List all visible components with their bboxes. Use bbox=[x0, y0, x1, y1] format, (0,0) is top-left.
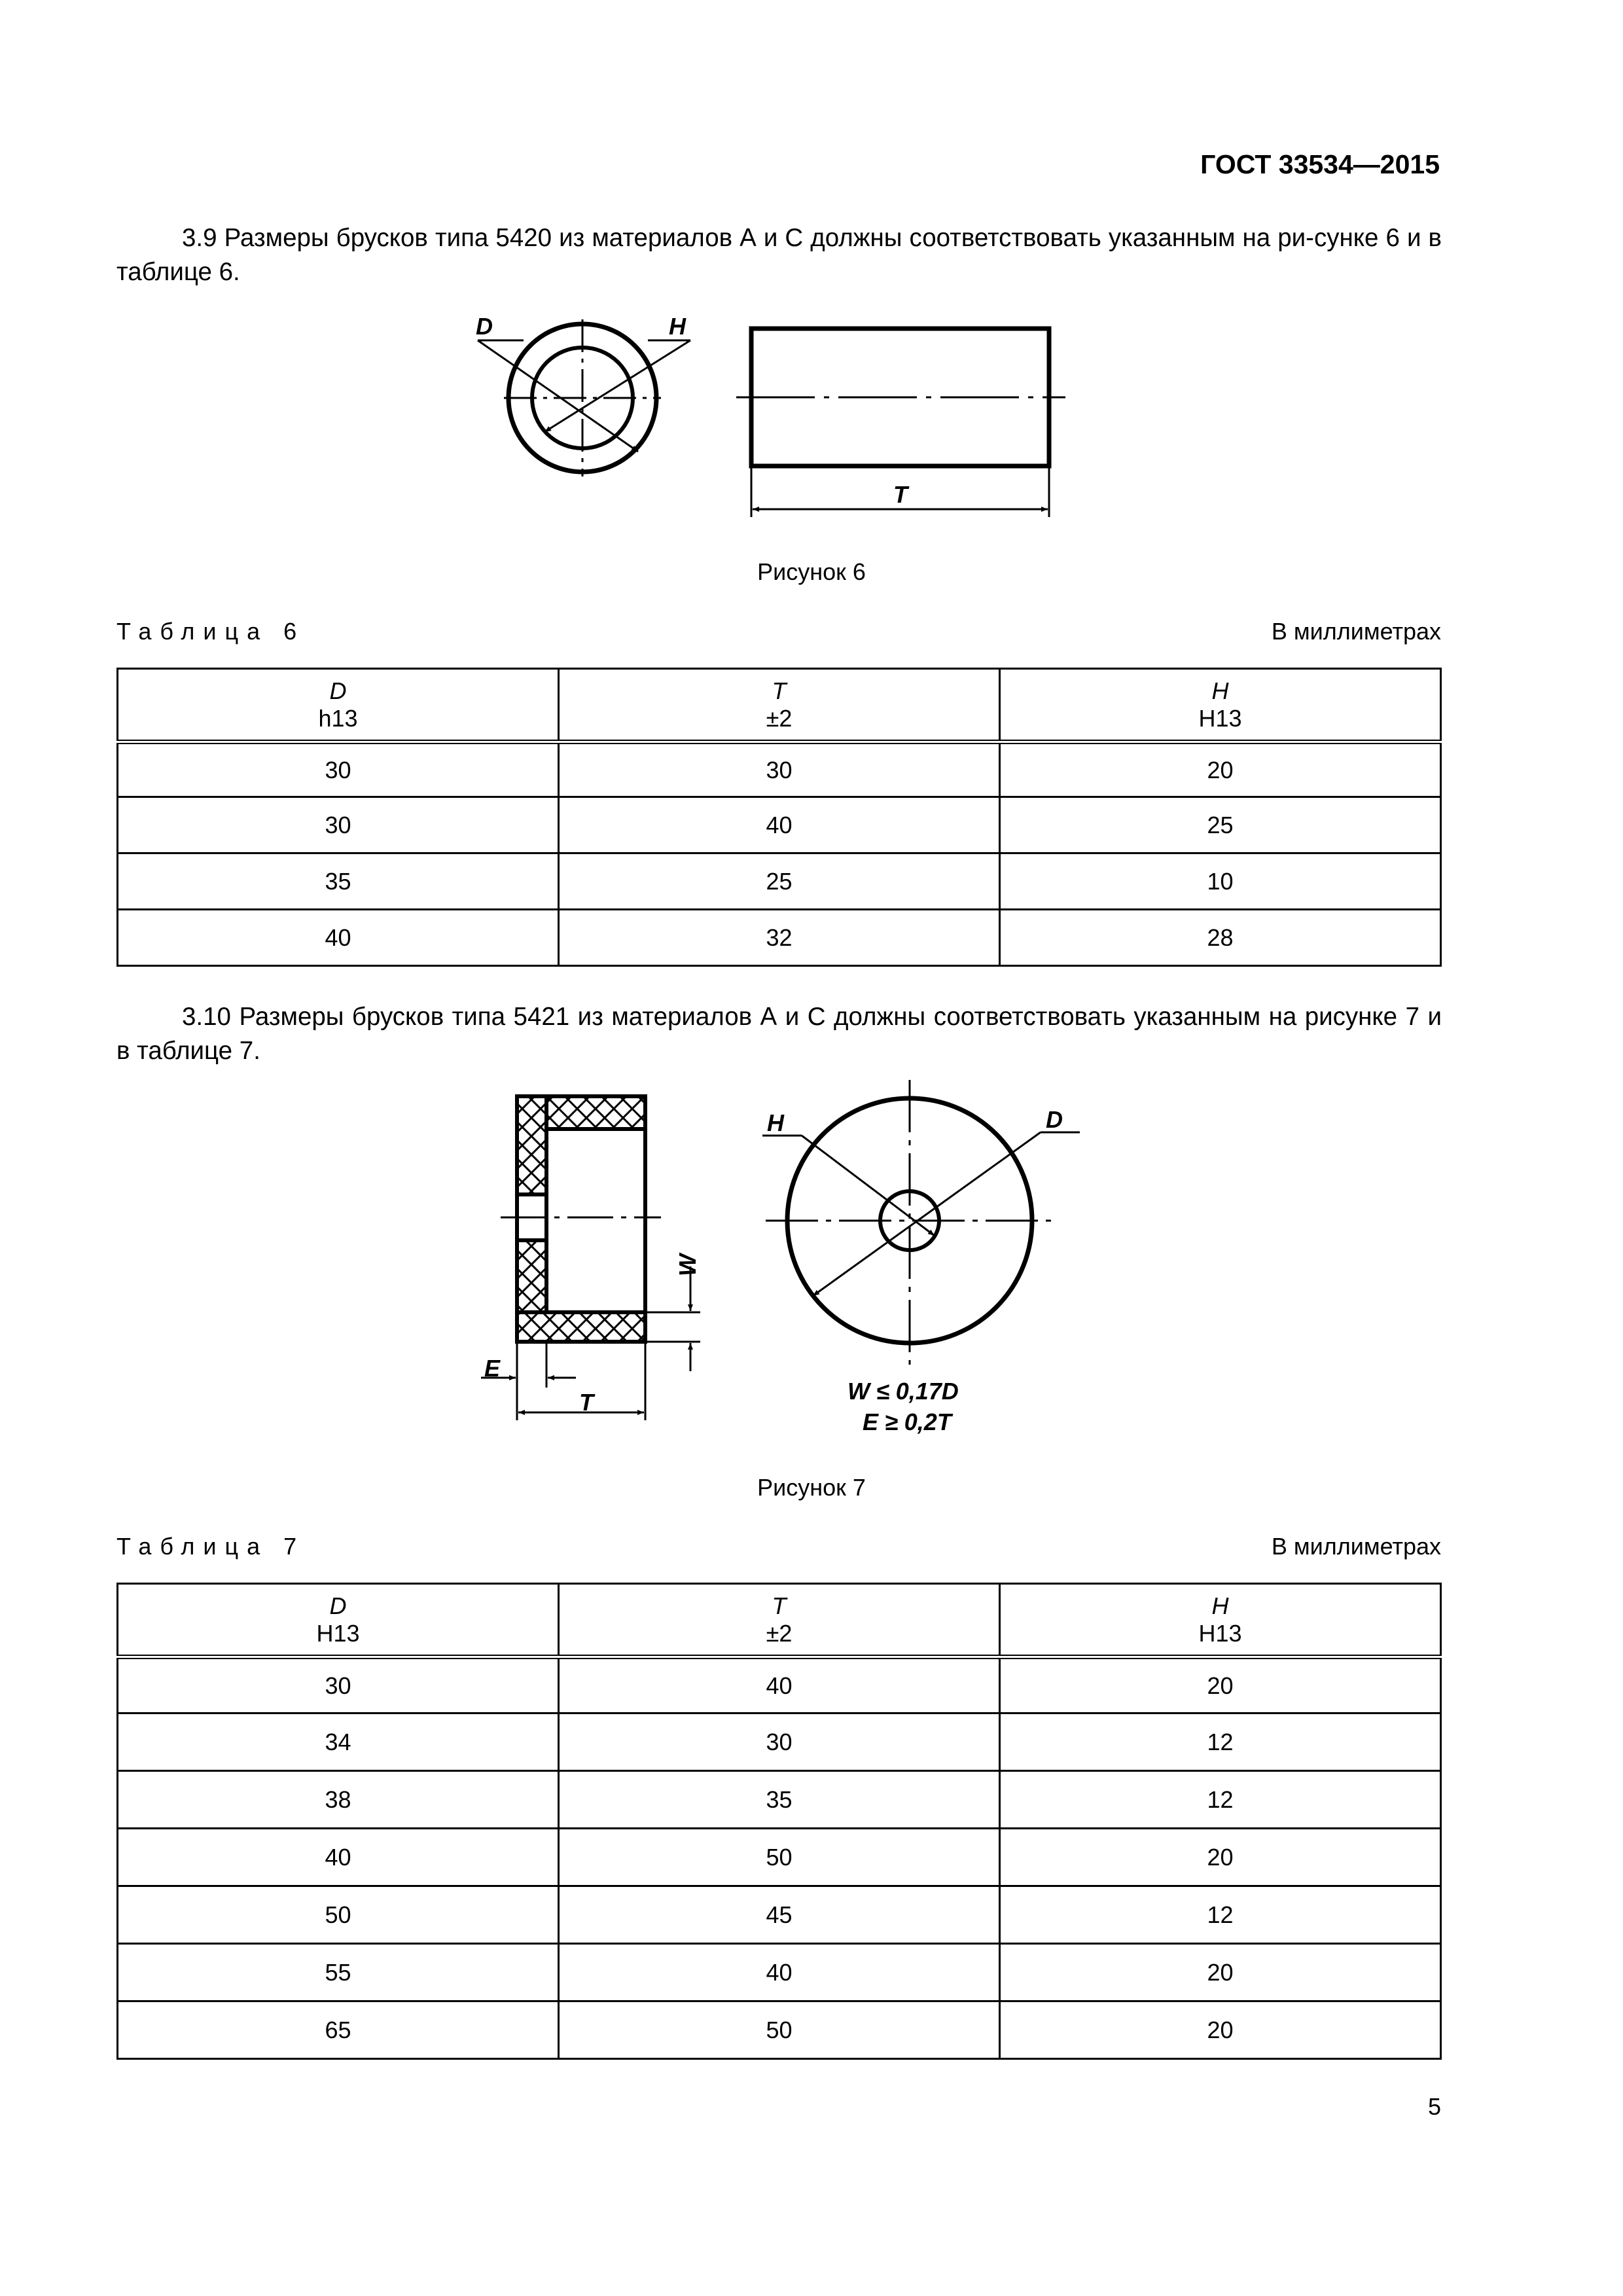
figure7-formula-e: E ≥ 0,2T bbox=[863, 1408, 952, 1435]
figure7-formula-w: W ≤ 0,17D bbox=[847, 1378, 959, 1405]
figure6-caption: Рисунок 6 bbox=[757, 558, 866, 585]
figure7-disc-view bbox=[762, 1080, 1080, 1365]
figure7-label-w: W bbox=[674, 1254, 701, 1276]
figure7-label-h: H bbox=[767, 1109, 784, 1136]
table-row: 55 40 20 bbox=[118, 1944, 1441, 2001]
table6-label: Таблица 6 bbox=[116, 618, 306, 645]
paragraph-text: Размеры брусков типа 5420 из материалов А и С должны соответствовать указанным на ри-сунке 6 и в таблице 6. bbox=[116, 224, 1442, 286]
paragraph-3-9 bbox=[116, 221, 1442, 289]
figure7-label-d: D bbox=[1046, 1106, 1063, 1133]
table-row: 34 30 12 bbox=[118, 1713, 1441, 1771]
table7-header-t: T ±2 bbox=[559, 1584, 1000, 1657]
paragraph-text: Размеры брусков типа 5421 из материалов А и С должны соответствовать указанным на рисунке 7 и в таблице 7. bbox=[116, 1003, 1442, 1065]
figure6-ring-view bbox=[478, 319, 690, 476]
table-row: 50 45 12 bbox=[118, 1886, 1441, 1944]
figure7-label-t: T bbox=[579, 1389, 594, 1416]
table-row: 30 40 25 bbox=[118, 797, 1441, 853]
table7-header-h: H H13 bbox=[1000, 1584, 1441, 1657]
table6-header-t: T ±2 bbox=[559, 669, 1000, 742]
table-row: 40 50 20 bbox=[118, 1829, 1441, 1886]
table6-header-h: H H13 bbox=[1000, 669, 1441, 742]
paragraph-number: 3.9 bbox=[182, 224, 217, 252]
table-row: 65 50 20 bbox=[118, 2001, 1441, 2059]
figure7-section-view bbox=[481, 1096, 700, 1420]
table7-label: Таблица 7 bbox=[116, 1533, 306, 1560]
figure6-label-h: H bbox=[669, 313, 686, 340]
table6 bbox=[116, 668, 1442, 967]
standard-designation: ГОСТ 33534—2015 bbox=[1200, 149, 1440, 179]
table7-units: В миллиметрах bbox=[1271, 1533, 1441, 1560]
table7 bbox=[116, 1583, 1442, 2060]
page-number: 5 bbox=[1427, 2093, 1441, 2120]
table-row: 30 30 20 bbox=[118, 742, 1441, 797]
table6-units: В миллиметрах bbox=[1271, 618, 1441, 645]
table-row: 40 32 28 bbox=[118, 910, 1441, 966]
table-row: 38 35 12 bbox=[118, 1771, 1441, 1829]
figure6-label-d: D bbox=[476, 313, 493, 340]
paragraph-number: 3.10 bbox=[182, 1003, 231, 1031]
paragraph-3-10 bbox=[116, 1000, 1442, 1068]
table-row: 35 25 10 bbox=[118, 853, 1441, 910]
table7-header-d: D H13 bbox=[118, 1584, 559, 1657]
table-row: 30 40 20 bbox=[118, 1657, 1441, 1713]
figure7-label-e: E bbox=[484, 1355, 501, 1382]
figure7-caption: Рисунок 7 bbox=[757, 1474, 866, 1501]
table6-header-d: D h13 bbox=[118, 669, 559, 742]
figure6-label-t: T bbox=[893, 481, 908, 508]
